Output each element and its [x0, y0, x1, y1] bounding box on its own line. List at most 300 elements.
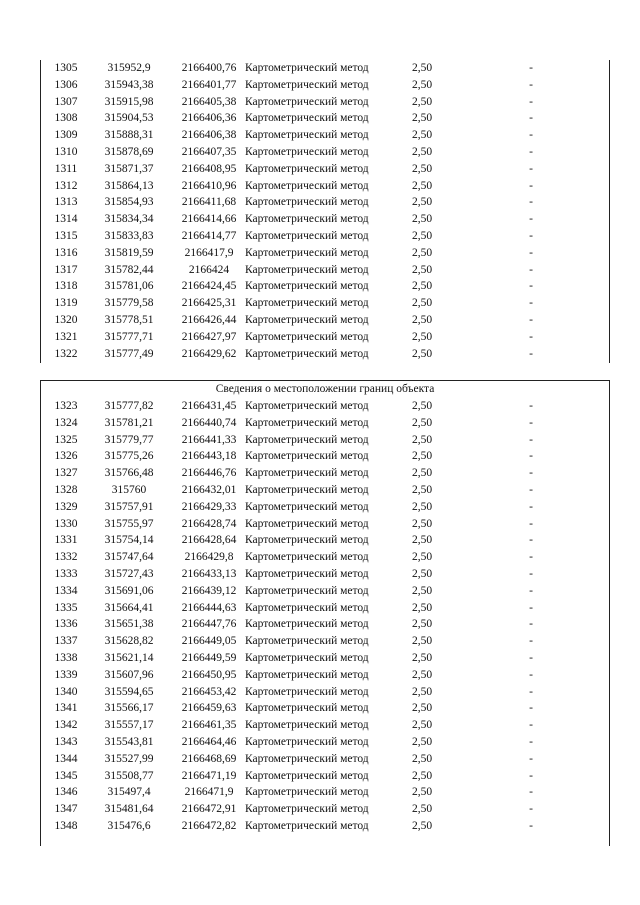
determination-method-cell: Картометрический метод: [245, 229, 369, 242]
accuracy-cell: 2,50: [411, 129, 433, 142]
description-cell: -: [529, 819, 533, 832]
description-cell: -: [529, 78, 533, 91]
table-row: [41, 700, 609, 717]
table-row: [41, 516, 609, 533]
table-row: [41, 245, 609, 262]
accuracy-cell: 2,50: [411, 685, 433, 698]
x-coordinate-cell: 315952,9: [107, 62, 151, 74]
accuracy-cell: 2,50: [411, 162, 433, 175]
x-coordinate-cell: 315778,51: [104, 313, 154, 326]
description-cell: -: [529, 551, 533, 564]
y-coordinate-cell: 2166426,44: [181, 313, 237, 326]
accuracy-cell: 2,50: [411, 400, 433, 412]
x-coordinate-cell: 315497,4: [107, 786, 151, 799]
y-coordinate-cell: 2166472,82: [181, 819, 237, 832]
description-cell: -: [529, 145, 533, 158]
description-cell: -: [529, 567, 533, 580]
accuracy-cell: 2,50: [411, 450, 433, 463]
accuracy-cell: 2,50: [411, 95, 433, 108]
description-cell: -: [529, 685, 533, 698]
x-coordinate-cell: 315777,49: [104, 347, 154, 360]
accuracy-cell: 2,50: [411, 330, 433, 343]
point-number-cell: 1317: [54, 263, 78, 276]
determination-method-cell: Картометрический метод: [245, 483, 369, 496]
determination-method-cell: Картометрический метод: [245, 145, 369, 158]
accuracy-cell: 2,50: [411, 500, 433, 513]
y-coordinate-cell: 2166405,38: [181, 95, 237, 108]
table-row: [41, 684, 609, 701]
point-number-cell: 1335: [54, 601, 78, 614]
y-coordinate-cell: 2166417,9: [184, 246, 234, 259]
point-number-cell: 1313: [54, 196, 78, 209]
description-cell: -: [529, 450, 533, 463]
y-coordinate-cell: 2166471,9: [184, 786, 234, 799]
table-row: [41, 228, 609, 245]
y-coordinate-cell: 2166424,45: [181, 280, 237, 293]
y-coordinate-cell: 2166406,38: [181, 129, 237, 142]
description-cell: -: [529, 500, 533, 513]
y-coordinate-cell: 2166432,01: [181, 483, 237, 496]
x-coordinate-cell: 315888,31: [104, 129, 154, 142]
x-coordinate-cell: 315621,14: [104, 651, 154, 664]
y-coordinate-cell: 2166428,64: [181, 534, 237, 547]
description-cell: -: [529, 62, 533, 74]
coordinates-table-continued: [40, 60, 610, 363]
table-body: [41, 60, 609, 362]
table-row: [41, 768, 609, 785]
description-cell: -: [529, 213, 533, 226]
description-cell: -: [529, 433, 533, 446]
description-cell: -: [529, 803, 533, 816]
point-number-cell: 1334: [54, 584, 78, 597]
point-number-cell: 1338: [54, 651, 78, 664]
y-coordinate-cell: 2166449,59: [181, 651, 237, 664]
description-cell: -: [529, 467, 533, 480]
x-coordinate-cell: 315476,6: [107, 819, 151, 832]
determination-method-cell: Картометрический метод: [245, 702, 369, 715]
determination-method-cell: Картометрический метод: [245, 601, 369, 614]
table-row: [41, 465, 609, 482]
determination-method-cell: Картометрический метод: [245, 313, 369, 326]
x-coordinate-cell: 315833,83: [104, 229, 154, 242]
point-number-cell: 1346: [54, 786, 78, 799]
table-row: [41, 346, 609, 363]
y-coordinate-cell: 2166428,74: [181, 517, 237, 530]
x-coordinate-cell: 315864,13: [104, 179, 154, 192]
accuracy-cell: 2,50: [411, 229, 433, 242]
point-number-cell: 1316: [54, 246, 78, 259]
y-coordinate-cell: 2166449,05: [181, 635, 237, 648]
accuracy-cell: 2,50: [411, 179, 433, 192]
description-cell: -: [529, 618, 533, 631]
accuracy-cell: 2,50: [411, 752, 433, 765]
point-number-cell: 1336: [54, 618, 78, 631]
point-number-cell: 1331: [54, 534, 78, 547]
description-cell: -: [529, 129, 533, 142]
y-coordinate-cell: 2166400,76: [181, 62, 237, 74]
point-number-cell: 1320: [54, 313, 78, 326]
point-number-cell: 1315: [54, 229, 78, 242]
determination-method-cell: Картометрический метод: [245, 95, 369, 108]
x-coordinate-cell: 315760: [111, 483, 147, 496]
x-coordinate-cell: 315594,65: [104, 685, 154, 698]
determination-method-cell: Картометрический метод: [245, 584, 369, 597]
determination-method-cell: Картометрический метод: [245, 330, 369, 343]
accuracy-cell: 2,50: [411, 668, 433, 681]
x-coordinate-cell: 315878,69: [104, 145, 154, 158]
y-coordinate-cell: 2166414,66: [181, 213, 237, 226]
y-coordinate-cell: 2166446,76: [181, 467, 237, 480]
x-coordinate-cell: 315943,38: [104, 78, 154, 91]
table-row: [41, 532, 609, 549]
y-coordinate-cell: 2166410,96: [181, 179, 237, 192]
x-coordinate-cell: 315508,77: [104, 769, 154, 782]
accuracy-cell: 2,50: [411, 719, 433, 732]
table-row: [41, 667, 609, 684]
determination-method-cell: Картометрический метод: [245, 433, 369, 446]
determination-method-cell: Картометрический метод: [245, 112, 369, 125]
description-cell: -: [529, 179, 533, 192]
point-number-cell: 1319: [54, 297, 78, 310]
table-row: [41, 751, 609, 768]
y-coordinate-cell: 2166414,77: [181, 229, 237, 242]
y-coordinate-cell: 2166461,35: [181, 719, 237, 732]
table-row: [41, 127, 609, 144]
point-number-cell: 1348: [54, 819, 78, 832]
accuracy-cell: 2,50: [411, 534, 433, 547]
accuracy-cell: 2,50: [411, 78, 433, 91]
y-coordinate-cell: 2166453,42: [181, 685, 237, 698]
x-coordinate-cell: 315754,14: [104, 534, 154, 547]
y-coordinate-cell: 2166433,13: [181, 567, 237, 580]
point-number-cell: 1308: [54, 112, 78, 125]
x-coordinate-cell: 315904,53: [104, 112, 154, 125]
table-row: [41, 432, 609, 449]
determination-method-cell: Картометрический метод: [245, 786, 369, 799]
x-coordinate-cell: 315691,06: [104, 584, 154, 597]
accuracy-cell: 2,50: [411, 416, 433, 429]
determination-method-cell: Картометрический метод: [245, 263, 369, 276]
table-row: [41, 60, 609, 77]
description-cell: -: [529, 297, 533, 310]
description-cell: -: [529, 229, 533, 242]
table-row: [41, 499, 609, 516]
description-cell: -: [529, 263, 533, 276]
table-row: [41, 650, 609, 667]
description-cell: -: [529, 347, 533, 360]
table-row: [41, 178, 609, 195]
determination-method-cell: Картометрический метод: [245, 685, 369, 698]
x-coordinate-cell: 315779,58: [104, 297, 154, 310]
description-cell: -: [529, 112, 533, 125]
y-coordinate-cell: 2166401,77: [181, 78, 237, 91]
y-coordinate-cell: 2166439,12: [181, 584, 237, 597]
x-coordinate-cell: 315607,96: [104, 668, 154, 681]
x-coordinate-cell: 315481,64: [104, 803, 154, 816]
x-coordinate-cell: 315781,06: [104, 280, 154, 293]
y-coordinate-cell: 2166424: [188, 263, 230, 276]
description-cell: -: [529, 584, 533, 597]
y-coordinate-cell: 2166429,62: [181, 347, 237, 360]
point-number-cell: 1306: [54, 78, 78, 91]
x-coordinate-cell: 315854,93: [104, 196, 154, 209]
table-row: [41, 784, 609, 801]
description-cell: -: [529, 162, 533, 175]
table-row: [41, 110, 609, 127]
description-cell: -: [529, 280, 533, 293]
point-number-cell: 1332: [54, 551, 78, 564]
description-cell: -: [529, 752, 533, 765]
accuracy-cell: 2,50: [411, 551, 433, 564]
y-coordinate-cell: 2166429,8: [184, 551, 234, 564]
accuracy-cell: 2,50: [411, 651, 433, 664]
accuracy-cell: 2,50: [411, 62, 433, 74]
accuracy-cell: 2,50: [411, 786, 433, 799]
table-row: [41, 415, 609, 432]
y-coordinate-cell: 2166427,97: [181, 330, 237, 343]
x-coordinate-cell: 315781,21: [104, 416, 154, 429]
point-number-cell: 1341: [54, 702, 78, 715]
description-cell: -: [529, 769, 533, 782]
determination-method-cell: Картометрический метод: [245, 297, 369, 310]
table-row: [41, 312, 609, 329]
table-row: [41, 77, 609, 94]
accuracy-cell: 2,50: [411, 467, 433, 480]
description-cell: -: [529, 517, 533, 530]
description-cell: -: [529, 330, 533, 343]
x-coordinate-cell: 315775,26: [104, 450, 154, 463]
point-number-cell: 1311: [54, 162, 78, 175]
point-number-cell: 1312: [54, 179, 78, 192]
x-coordinate-cell: 315871,37: [104, 162, 154, 175]
point-number-cell: 1328: [54, 483, 78, 496]
x-coordinate-cell: 315727,43: [104, 567, 154, 580]
x-coordinate-cell: 315755,97: [104, 517, 154, 530]
determination-method-cell: Картометрический метод: [245, 651, 369, 664]
y-coordinate-cell: 2166443,18: [181, 450, 237, 463]
description-cell: -: [529, 702, 533, 715]
point-number-cell: 1310: [54, 145, 78, 158]
y-coordinate-cell: 2166429,33: [181, 500, 237, 513]
accuracy-cell: 2,50: [411, 483, 433, 496]
determination-method-cell: Картометрический метод: [245, 635, 369, 648]
y-coordinate-cell: 2166459,63: [181, 702, 237, 715]
determination-method-cell: Картометрический метод: [245, 551, 369, 564]
description-cell: -: [529, 196, 533, 209]
determination-method-cell: Картометрический метод: [245, 62, 369, 74]
point-number-cell: 1318: [54, 280, 78, 293]
point-number-cell: 1323: [54, 400, 78, 412]
y-coordinate-cell: 2166468,69: [181, 752, 237, 765]
x-coordinate-cell: 315757,91: [104, 500, 154, 513]
accuracy-cell: 2,50: [411, 297, 433, 310]
table-row: [41, 482, 609, 499]
determination-method-cell: Картометрический метод: [245, 517, 369, 530]
x-coordinate-cell: 315777,71: [104, 330, 154, 343]
accuracy-cell: 2,50: [411, 819, 433, 832]
accuracy-cell: 2,50: [411, 769, 433, 782]
y-coordinate-cell: 2166408,95: [181, 162, 237, 175]
determination-method-cell: Картометрический метод: [245, 400, 369, 412]
point-number-cell: 1327: [54, 467, 78, 480]
point-number-cell: 1340: [54, 685, 78, 698]
point-number-cell: 1342: [54, 719, 78, 732]
point-number-cell: 1333: [54, 567, 78, 580]
determination-method-cell: Картометрический метод: [245, 213, 369, 226]
determination-method-cell: Картометрический метод: [245, 618, 369, 631]
determination-method-cell: Картометрический метод: [245, 196, 369, 209]
determination-method-cell: Картометрический метод: [245, 280, 369, 293]
table-row: [41, 549, 609, 566]
determination-method-cell: Картометрический метод: [245, 246, 369, 259]
description-cell: -: [529, 483, 533, 496]
table-row: [41, 144, 609, 161]
determination-method-cell: Картометрический метод: [245, 78, 369, 91]
x-coordinate-cell: 315651,38: [104, 618, 154, 631]
accuracy-cell: 2,50: [411, 280, 433, 293]
table-body: [41, 398, 609, 835]
table-row: [41, 278, 609, 295]
boundary-location-table: [40, 380, 610, 846]
y-coordinate-cell: 2166425,31: [181, 297, 237, 310]
table-row: [41, 329, 609, 346]
determination-method-cell: Картометрический метод: [245, 567, 369, 580]
point-number-cell: 1324: [54, 416, 78, 429]
accuracy-cell: 2,50: [411, 635, 433, 648]
determination-method-cell: Картометрический метод: [245, 752, 369, 765]
determination-method-cell: Картометрический метод: [245, 450, 369, 463]
table-row: [41, 161, 609, 178]
determination-method-cell: Картометрический метод: [245, 162, 369, 175]
determination-method-cell: Картометрический метод: [245, 129, 369, 142]
determination-method-cell: Картометрический метод: [245, 819, 369, 832]
point-number-cell: 1343: [54, 735, 78, 748]
x-coordinate-cell: 315628,82: [104, 635, 154, 648]
x-coordinate-cell: 315779,77: [104, 433, 154, 446]
y-coordinate-cell: 2166447,76: [181, 618, 237, 631]
y-coordinate-cell: 2166441,33: [181, 433, 237, 446]
point-number-cell: 1314: [54, 213, 78, 226]
point-number-cell: 1344: [54, 752, 78, 765]
point-number-cell: 1322: [54, 347, 78, 360]
table-row: [41, 566, 609, 583]
table-row: [41, 211, 609, 228]
point-number-cell: 1307: [54, 95, 78, 108]
accuracy-cell: 2,50: [411, 601, 433, 614]
accuracy-cell: 2,50: [411, 145, 433, 158]
accuracy-cell: 2,50: [411, 263, 433, 276]
accuracy-cell: 2,50: [411, 735, 433, 748]
determination-method-cell: Картометрический метод: [245, 735, 369, 748]
x-coordinate-cell: 315664,41: [104, 601, 154, 614]
y-coordinate-cell: 2166471,19: [181, 769, 237, 782]
description-cell: -: [529, 400, 533, 412]
point-number-cell: 1305: [54, 62, 78, 74]
y-coordinate-cell: 2166440,74: [181, 416, 237, 429]
accuracy-cell: 2,50: [411, 584, 433, 597]
x-coordinate-cell: 315747,64: [104, 551, 154, 564]
table-row: [41, 194, 609, 211]
table-row: [41, 583, 609, 600]
y-coordinate-cell: 2166444,63: [181, 601, 237, 614]
description-cell: -: [529, 651, 533, 664]
description-cell: -: [529, 786, 533, 799]
accuracy-cell: 2,50: [411, 702, 433, 715]
accuracy-cell: 2,50: [411, 618, 433, 631]
table-row: [41, 616, 609, 633]
x-coordinate-cell: 315566,17: [104, 702, 154, 715]
x-coordinate-cell: 315777,82: [104, 400, 154, 412]
accuracy-cell: 2,50: [411, 313, 433, 326]
y-coordinate-cell: 2166407,35: [181, 145, 237, 158]
determination-method-cell: Картометрический метод: [245, 769, 369, 782]
determination-method-cell: Картометрический метод: [245, 803, 369, 816]
x-coordinate-cell: 315834,34: [104, 213, 154, 226]
table-row: [41, 734, 609, 751]
x-coordinate-cell: 315527,99: [104, 752, 154, 765]
x-coordinate-cell: 315782,44: [104, 263, 154, 276]
x-coordinate-cell: 315915,98: [104, 95, 154, 108]
accuracy-cell: 2,50: [411, 803, 433, 816]
point-number-cell: 1325: [54, 433, 78, 446]
table-row: [41, 818, 609, 835]
table-row: [41, 295, 609, 312]
accuracy-cell: 2,50: [411, 567, 433, 580]
determination-method-cell: Картометрический метод: [245, 179, 369, 192]
y-coordinate-cell: 2166411,68: [181, 196, 237, 209]
point-number-cell: 1345: [54, 769, 78, 782]
point-number-cell: 1329: [54, 500, 78, 513]
table-row: [41, 600, 609, 617]
accuracy-cell: 2,50: [411, 246, 433, 259]
description-cell: -: [529, 668, 533, 681]
determination-method-cell: Картометрический метод: [245, 467, 369, 480]
description-cell: -: [529, 246, 533, 259]
table-row: [41, 717, 609, 734]
description-cell: -: [529, 534, 533, 547]
x-coordinate-cell: 315543,81: [104, 735, 154, 748]
accuracy-cell: 2,50: [411, 433, 433, 446]
description-cell: -: [529, 416, 533, 429]
determination-method-cell: Картометрический метод: [245, 668, 369, 681]
point-number-cell: 1337: [54, 635, 78, 648]
accuracy-cell: 2,50: [411, 517, 433, 530]
point-number-cell: 1321: [54, 330, 78, 343]
y-coordinate-cell: 2166464,46: [181, 735, 237, 748]
table-row: [41, 801, 609, 818]
x-coordinate-cell: 315766,48: [104, 467, 154, 480]
table-row: [41, 448, 609, 465]
accuracy-cell: 2,50: [411, 112, 433, 125]
determination-method-cell: Картометрический метод: [245, 719, 369, 732]
description-cell: -: [529, 735, 533, 748]
determination-method-cell: Картометрический метод: [245, 500, 369, 513]
table-heading: Сведения о местоположении границ объекта: [215, 383, 435, 395]
x-coordinate-cell: 315557,17: [104, 719, 154, 732]
determination-method-cell: Картометрический метод: [245, 347, 369, 360]
determination-method-cell: Картометрический метод: [245, 534, 369, 547]
description-cell: -: [529, 635, 533, 648]
accuracy-cell: 2,50: [411, 347, 433, 360]
table-row: [41, 633, 609, 650]
point-number-cell: 1347: [54, 803, 78, 816]
y-coordinate-cell: 2166450,95: [181, 668, 237, 681]
description-cell: -: [529, 601, 533, 614]
y-coordinate-cell: 2166431,45: [181, 400, 237, 412]
y-coordinate-cell: 2166472,91: [181, 803, 237, 816]
point-number-cell: 1339: [54, 668, 78, 681]
point-number-cell: 1330: [54, 517, 78, 530]
